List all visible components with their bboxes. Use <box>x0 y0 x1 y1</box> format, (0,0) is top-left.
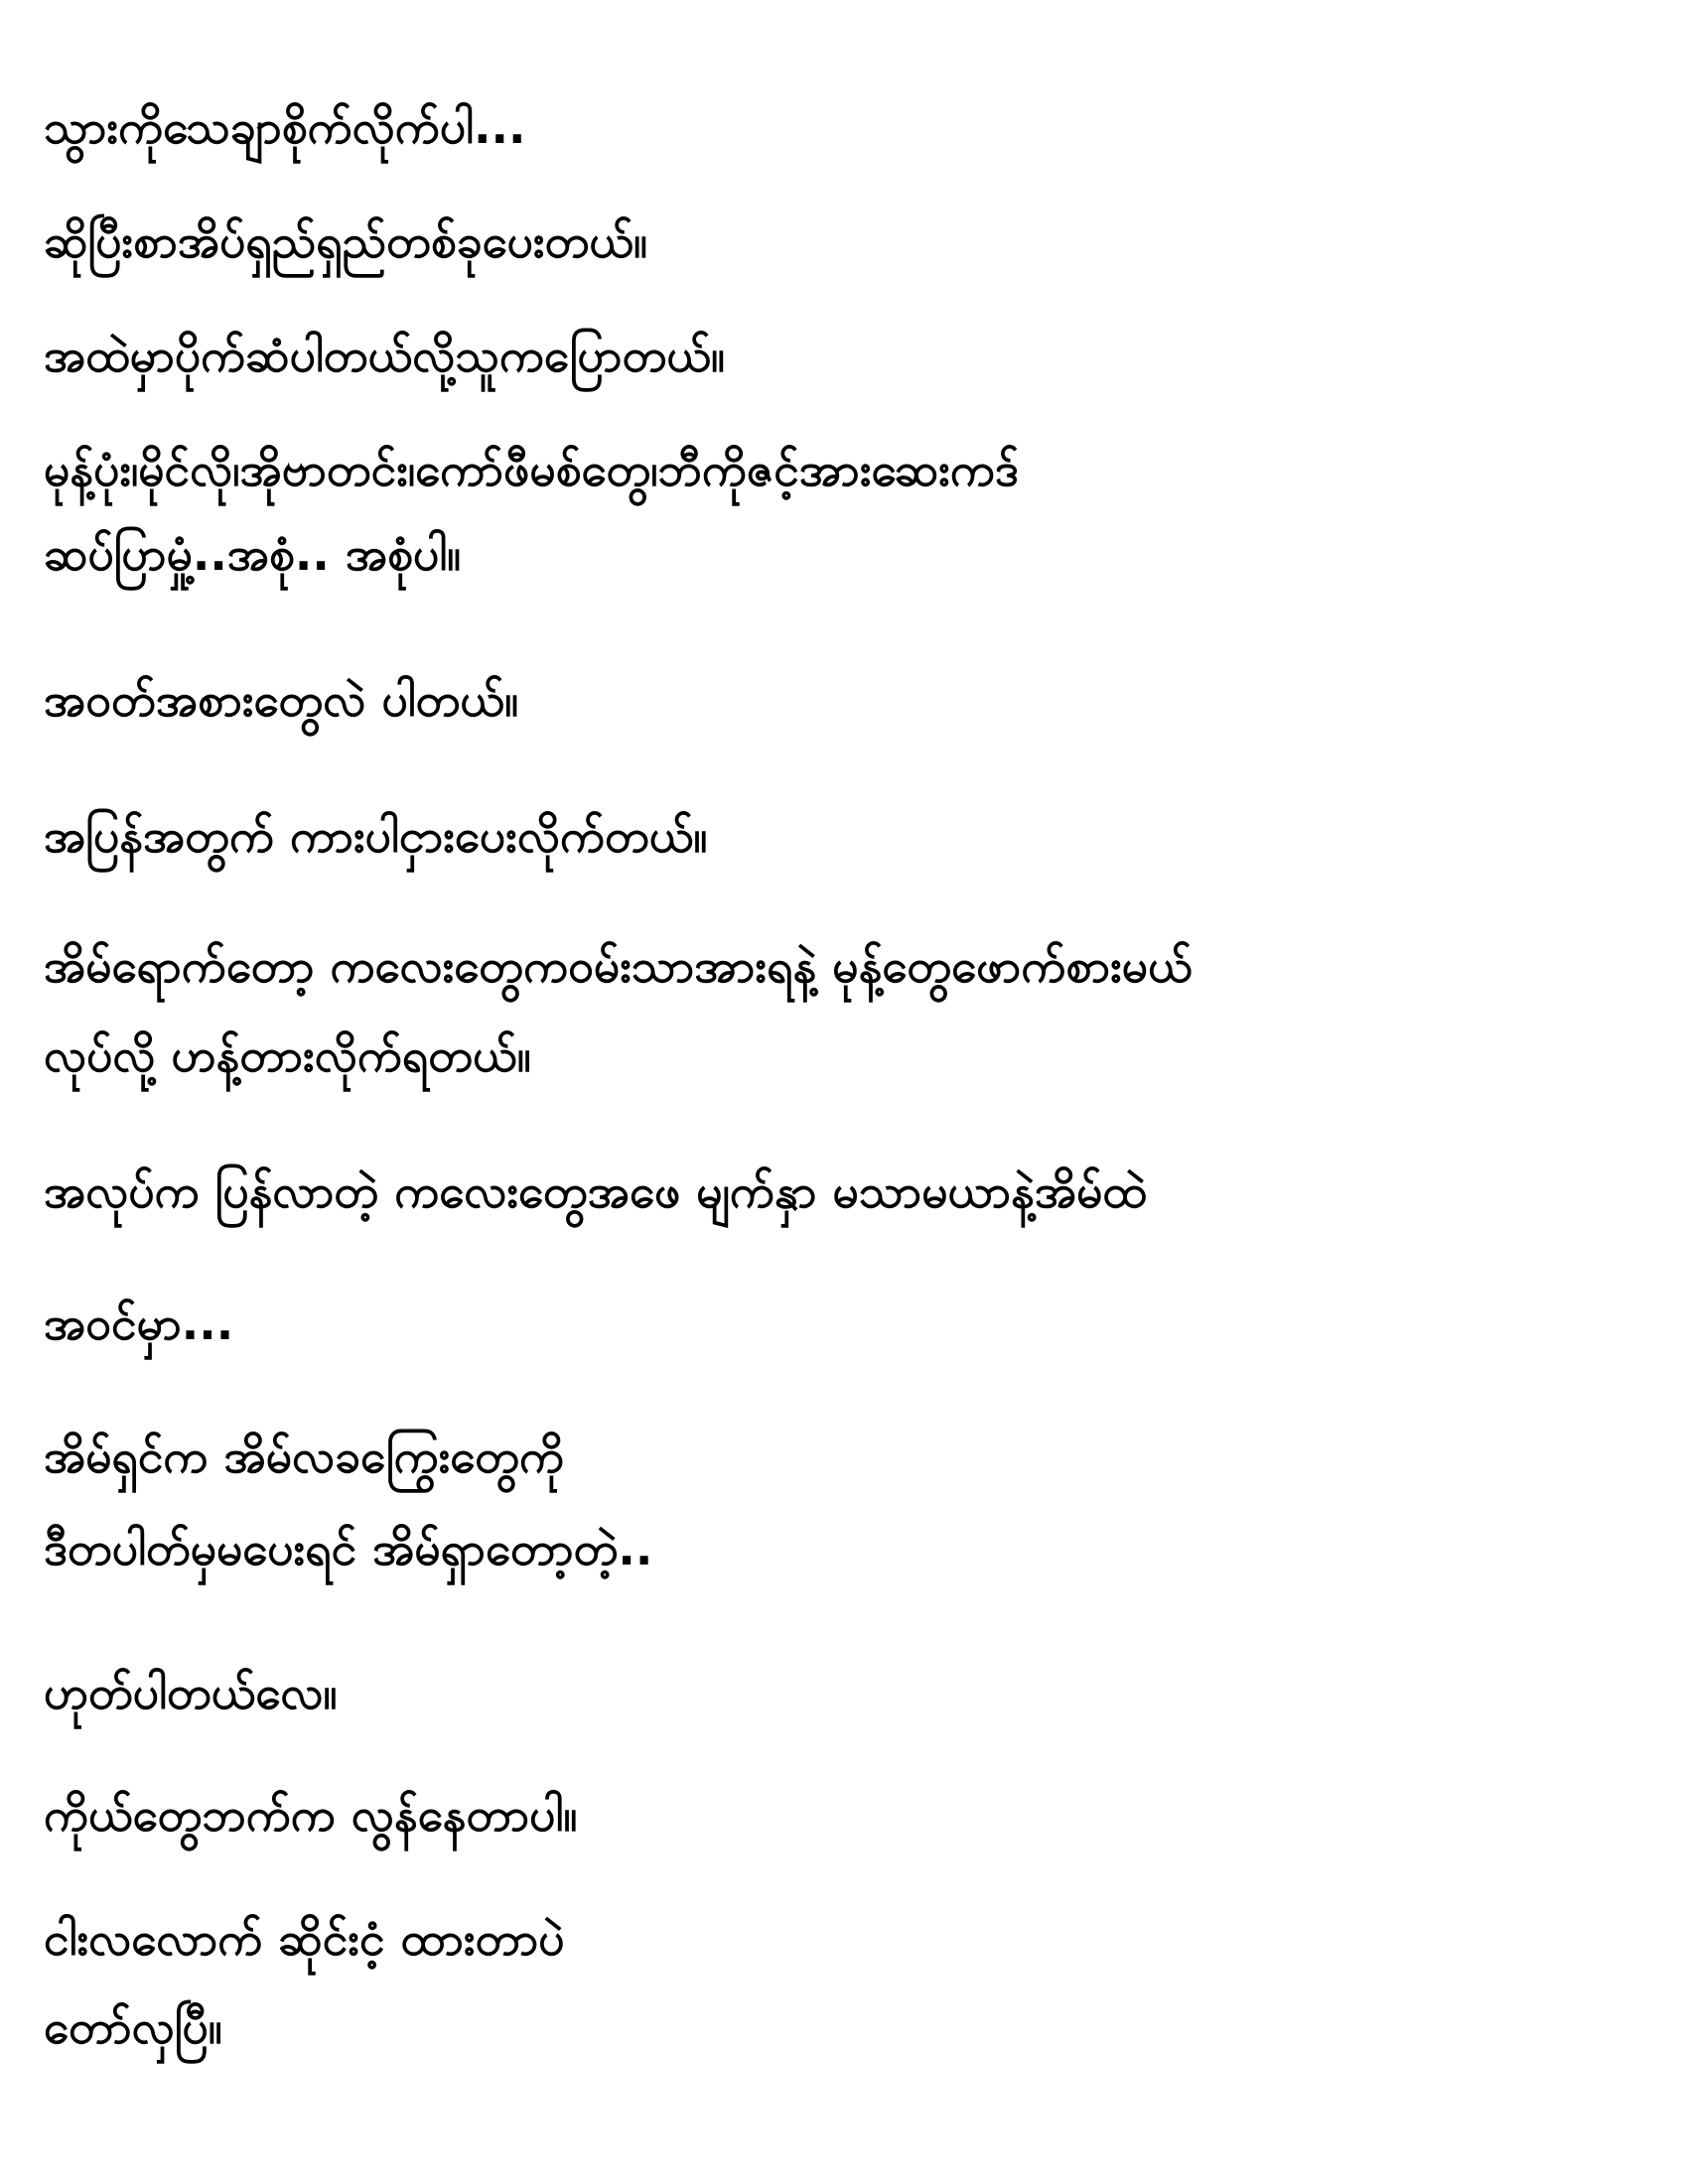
text-line-8: အိမ်ရောက်တော့ ကလေးတွေကဝမ်းသာအားရနဲ့ မုန့်တွေဖောက်စားမယ် <box>44 939 1193 993</box>
text-line-4: မုန့်ပုံး၊မိုင်လို၊အိုဗာတင်း၊ကော်ဖီမစ်တွေ၊ဘီကိုဇင့်အားဆေးကဒ် <box>44 443 1019 496</box>
text-line-12: အိမ်ရှင်က အိမ်လခကြွေးတွေကို <box>44 1430 565 1483</box>
text-line-16: ငါးလလောက် ဆိုင်းငံ့ ထားတာပဲ <box>44 1912 565 1966</box>
text-line-15: ကိုယ်တွေဘက်က လွန်နေတာပါ။ <box>44 1788 578 1842</box>
text-line-3: အထဲမှာပိုက်ဆံပါတယ်လို့သူကပြောတယ်။ <box>44 329 725 382</box>
text-line-5: ဆပ်ပြာမှုံ့..အစုံ.. အစုံပါ။ <box>44 527 462 581</box>
text-line-11: အဝင်မှာ... <box>44 1297 234 1350</box>
text-line-7: အပြန်အတွက် ကားပါငှားပေးလိုက်တယ်။ <box>44 809 708 863</box>
text-line-13: ဒီတပါတ်မှမပေးရင် အိမ်ရှာတော့တဲ့.. <box>44 1522 653 1575</box>
text-line-17: တော်လှပြီ။ <box>44 2000 222 2054</box>
text-line-14: ဟုတ်ပါတယ်လေ။ <box>44 1666 338 1719</box>
text-line-9: လုပ်လို့ ဟန့်တားလိုက်ရတယ်။ <box>44 1028 531 1082</box>
text-line-6: အဝတ်အစားတွေလဲ ပါတယ်။ <box>44 673 518 727</box>
text-line-10: အလုပ်က ပြန်လာတဲ့ ကလေးတွေအဖေ မျက်နှာ မသာမယာနဲ့အိမ်ထဲ <box>44 1164 1147 1218</box>
text-line-2: ဆိုပြီးစာအိပ်ရှည်ရှည်တစ်ခုပေးတယ်။ <box>44 214 647 268</box>
text-line-1: သွားကိုသေချာစိုက်လိုက်ပါ... <box>44 100 526 154</box>
